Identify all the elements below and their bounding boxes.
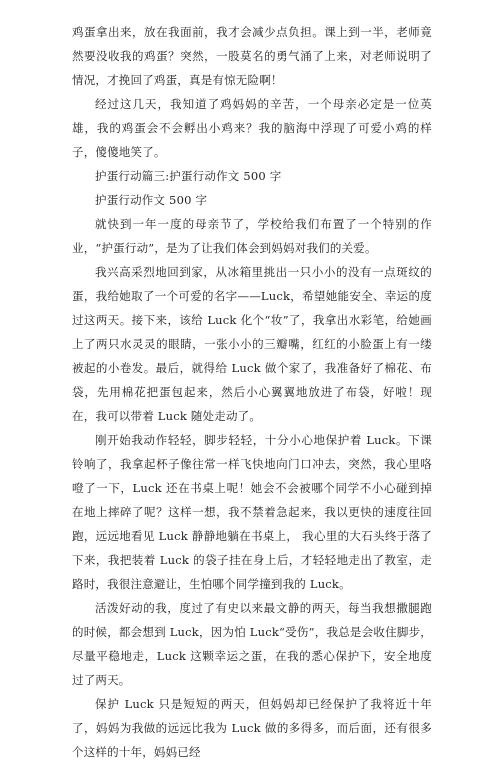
paragraph-4: 我兴高采烈地回到家，从冰箱里挑出一只小小的没有一点斑纹的蛋，我给她取了一个可爱的名字——Luck，希望她能安全、幸运的度过这两天。接下来，该给 Luck 化个“妆”了，我拿出水彩笔，给她画上了两只水灵灵的眼睛，一张小小的三瓣嘴，红红的小脸蛋上有一缕被起的小卷发。最后，就得给 Luck 做个家了，我准备好了棉花、布袋，先用棉花把蛋包起来，然后小心翼翼地放进了布袋，好啦！现在，我可以带着 Luck 随处走动了。 xyxy=(72,265,432,423)
paragraph-1: 鸡蛋拿出来，放在我面前，我才会减少点负担。课上到一半，老师竟然要没收我的鸡蛋？突然，一股莫名的勇气涌了上来，对老师说明了情况，才挽回了鸡蛋，真是有惊无险啊！ xyxy=(72,25,432,87)
document-body xyxy=(72,20,432,764)
paragraph-2: 经过这几天，我知道了鸡妈妈的辛苦，一个母亲必定是一位英雄，我的鸡蛋会不会孵出小鸡来？我的脑海中浮现了可爱小鸡的样子，傻傻地笑了。 xyxy=(72,97,432,159)
paragraph-6: 活泼好动的我，度过了有史以来最文静的两天，每当我想撒腿跑的时候，都会想到 Luck，因为怕 Luck“受伤”，我总是会收住脚步，尽量平稳地走，Luck 这颗幸运之蛋，在我的悉心保护下，安全地度过了两天。 xyxy=(72,601,432,687)
section-heading: 护蛋行动篇三:护蛋行动作文 500 字 xyxy=(95,169,282,183)
paragraph-3: 就快到一年一度的母亲节了，学校给我们布置了一个特别的作业，“护蛋行动”，是为了让我们体会到妈妈对我们的关爱。 xyxy=(72,217,432,255)
essay-title: 护蛋行动作文 500 字 xyxy=(95,193,208,207)
paragraph-7: 保护 Luck 只是短短的两天，但妈妈却已经保护了我将近十年了，妈妈为我做的远远比我为 Luck 做的多得多，而后面，还有很多个这样的十年，妈妈已经 xyxy=(72,697,432,759)
paragraph-5: 刚开始我动作轻轻，脚步轻轻，十分小心地保护着 Luck。下课铃响了，我拿起杯子像往常一样飞快地向门口冲去，突然，我心里咯噔了一下，Luck 还在书桌上呢！她会不会被哪个同学不小心碰到掉在地上摔碎了呢？这样一想，我不禁着急起来，我以更快的速度往回跑，远远地看见 Luck 静静地躺在书桌上， 我心里的大石头终于落了下来，我把装着 Luck 的袋子挂在身上后，才轻轻地走出了教室，走路时，我很注意避让，生怕哪个同学撞到我的 Luck。 xyxy=(72,433,432,591)
